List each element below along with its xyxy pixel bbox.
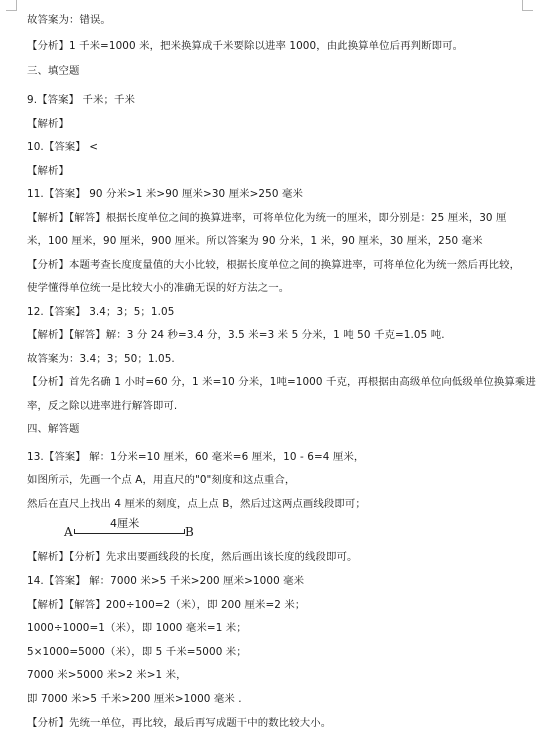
text-line: 【解析】【解答】200÷100=2（米），即 200 厘米=2 米； <box>27 599 306 611</box>
segment-length-label: 4厘米 <box>110 517 140 530</box>
point-b-label: B <box>185 525 194 539</box>
crop-mark-top-right <box>522 0 533 11</box>
text-line: 10.【答案】 < <box>27 141 98 153</box>
text-line: 率，反之除以进率进行解答即可. <box>27 400 178 412</box>
line-segment-figure <box>27 517 519 547</box>
text-line: 1000÷1000=1（米），即 1000 毫米=1 米； <box>27 622 247 634</box>
crop-mark-top-left <box>6 0 17 11</box>
text-line: 【解析】 <box>27 118 69 130</box>
text-line: 【分析】1 千米=1000 米，把米换算成千米要除以进率 1000，由此换算单位后再判断即可。 <box>27 40 464 52</box>
segment-line <box>74 533 185 534</box>
text-line: 14.【答案】 解：7000 米>5 千米>200 厘米>1000 毫米 <box>27 575 305 587</box>
text-line: 【解析】 <box>27 165 69 177</box>
text-line: 【解析】【分析】先求出要画线段的长度，然后画出该长度的线段即可。 <box>27 551 358 563</box>
text-line: 故答案为：错误。 <box>27 14 111 26</box>
text-line: 使学懂得单位统一是比较大小的准确无误的好方法之一。 <box>27 282 290 294</box>
text-line: 【解析】【解答】根据长度单位之间的换算进率，可将单位化为统一的厘米，即分别是：25 厘米，30 厘 <box>27 212 507 224</box>
text-line: 米，100 厘米，90 厘米，900 厘米。所以答案为 90 分米，1 米，90 厘米，30 厘米，250 毫米 <box>27 235 483 247</box>
text-line: 12.【答案】 3.4；3；5；1.05 <box>27 306 175 318</box>
text-line: 【分析】本题考查长度度量值的大小比较，根据长度单位之间的换算进率，可将单位化为统一然后再比较， <box>27 259 521 271</box>
text-line: 5×1000=5000（米），即 5 千米=5000 米； <box>27 646 247 658</box>
text-line: 11.【答案】 90 分米>1 米>90 厘米>30 厘米>250 毫米 <box>27 188 303 200</box>
text-line: 9.【答案】 千米；千米 <box>27 94 135 106</box>
text-line: 【解析】【解答】解：3 分 24 秒=3.4 分，3.5 米=3 米 5 分米，1 吨 50 千克=1.05 吨. <box>27 329 445 341</box>
text-line: 【分析】首先名确 1 小时=60 分，1 米=10 分米，1吨=1000 千克，再根据由高级单位向低级单位换算乘进 <box>27 376 536 388</box>
text-line: 13.【答案】 解：1分米=10 厘米，60 毫米=6 厘米，10 - 6=4 厘米， <box>27 451 365 463</box>
section-heading: 三、填空题 <box>27 65 80 77</box>
text-line: 【分析】先统一单位，再比较，最后再写成题干中的数比较大小。 <box>27 717 332 729</box>
text-line: 然后在直尺上找出 4 厘米的刻度，点上点 B，然后过这两点画线段即可； <box>27 498 366 510</box>
text-line: 如图所示，先画一个点 A，用直尺的"0"刻度和这点重合， <box>27 474 296 486</box>
text-line: 即 7000 米>5 千米>200 厘米>1000 毫米 . <box>27 693 242 705</box>
text-line: 故答案为：3.4；3；50；1.05. <box>27 353 175 365</box>
point-a-label: A <box>64 525 73 539</box>
section-heading: 四、解答题 <box>27 423 80 435</box>
text-line: 7000 米>5000 米>2 米>1 米， <box>27 669 187 681</box>
